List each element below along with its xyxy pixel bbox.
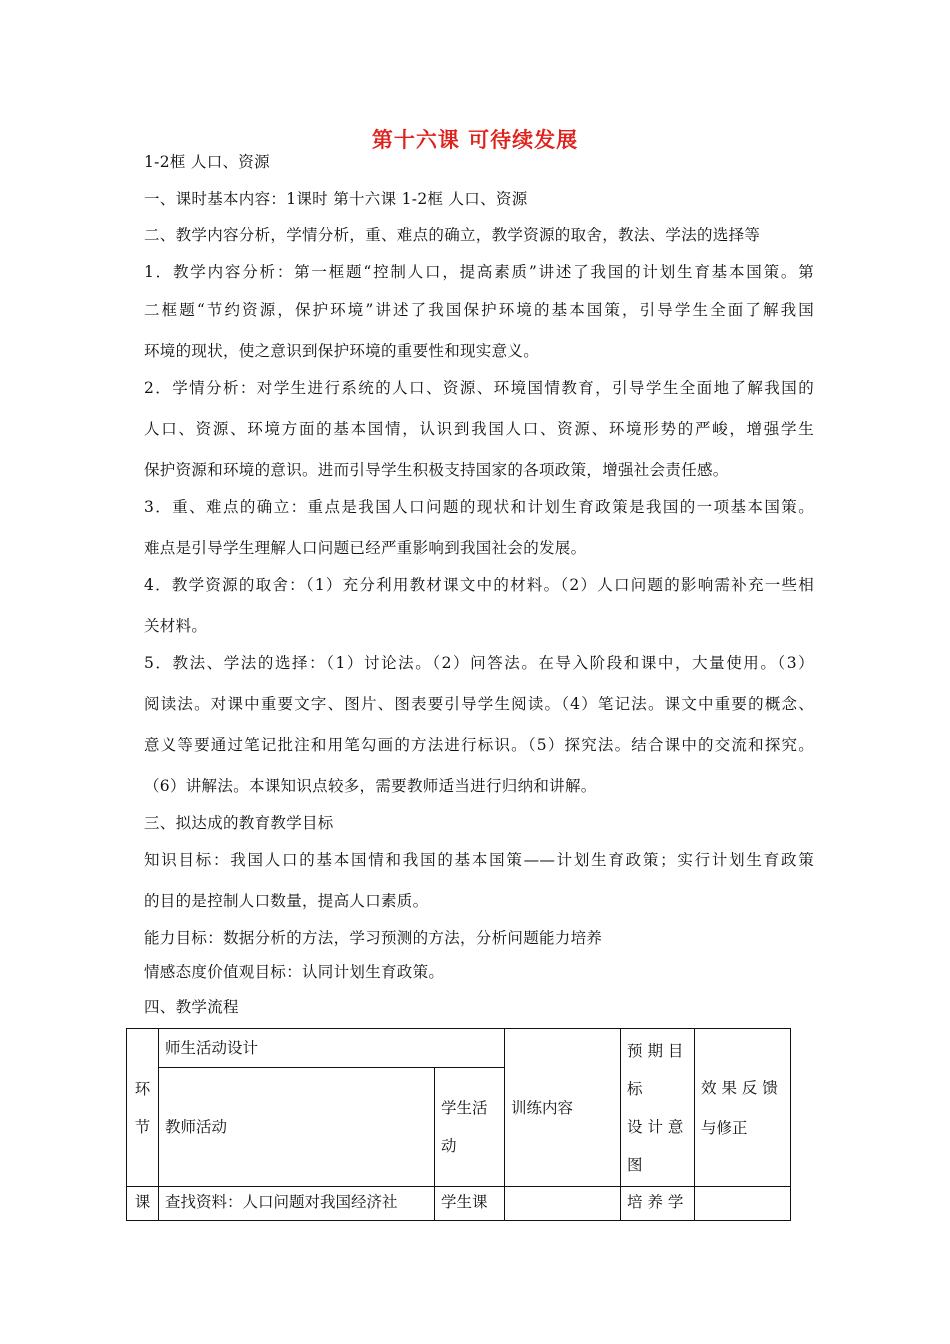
paragraph-line: 关材料。 xyxy=(144,617,208,635)
row-training xyxy=(505,1187,621,1221)
paragraph-line: 3．重、难点的确立：重点是我国人口问题的现状和计划生育政策是我国的一项基本国策。 xyxy=(144,498,814,516)
section-subtitle: 1-2框 人口、资源 xyxy=(144,153,270,171)
paragraph-line: 二、教学内容分析，学情分析，重、难点的确立，教学资源的取舍，教法、学法的选择等 xyxy=(144,226,761,244)
paragraph-line: （6）讲解法。本课知识点较多，需要教师适当进行归纳和讲解。 xyxy=(144,777,597,795)
paragraph-line: 4．教学资源的取舍：（1）充分利用教材课文中的材料。（2）人口问题的影响需补充一些相 xyxy=(144,576,814,594)
header-student: 学生活 动 xyxy=(435,1068,505,1187)
paragraph-line: 能力目标：数据分析的方法，学习预测的方法，分析问题能力培养 xyxy=(144,929,603,947)
header-activity-design: 师生活动设计 xyxy=(159,1029,505,1068)
paragraph-line: 难点是引导学生理解人口问题已经严重影响到我国社会的发展。 xyxy=(144,539,587,557)
row-teacher: 查找资料：人口问题对我国经济社 xyxy=(159,1187,435,1221)
paragraph-line: 情感态度价值观目标：认同计划生育政策。 xyxy=(144,963,445,981)
paragraph-line: 知识目标：我国人口的基本国情和我国的基本国策——计划生育政策；实行计划生育政策 xyxy=(144,851,814,869)
row-goal: 培 养 学 xyxy=(621,1187,695,1221)
header-segment: 环 节 xyxy=(127,1029,159,1187)
teaching-flow-table xyxy=(126,1028,791,1221)
section-heading: 四、教学流程 xyxy=(144,998,239,1016)
paragraph-line: 阅读法。对课中重要文字、图片、图表要引导学生阅读。（4）笔记法。课文中重要的概念、 xyxy=(144,695,814,713)
paragraph-line: 保护资源和环境的意识。进而引导学生积极支持国家的各项政策，增强社会责任感。 xyxy=(144,461,729,479)
row-segment: 课 xyxy=(127,1187,159,1221)
paragraph-line: 人口、资源、环境方面的基本国情，认识到我国人口、资源、环境形势的严峻，增强学生 xyxy=(144,420,814,438)
paragraph-line: 环境的现状，使之意识到保护环境的重要性和现实意义。 xyxy=(144,342,540,360)
paragraph-line: 的目的是控制人口数量，提高人口素质。 xyxy=(144,892,429,910)
header-teacher: 教师活动 xyxy=(159,1068,435,1187)
paragraph-line: 一、课时基本内容：1课时 第十六课 1-2框 人口、资源 xyxy=(144,190,528,208)
section-heading: 三、拟达成的教育教学目标 xyxy=(144,814,334,832)
paragraph-line: 1．教学内容分析：第一框题“控制人口，提高素质”讲述了我国的计划生育基本国策。第 xyxy=(144,263,814,281)
paragraph-line: 二框题“节约资源，保护环境”讲述了我国保护环境的基本国策，引导学生全面了解我国 xyxy=(144,301,814,319)
header-training: 训练内容 xyxy=(505,1029,621,1187)
lesson-title: 第十六课 可待续发展 xyxy=(371,127,579,152)
header-goal: 预 期 目 标 设 计 意 图 xyxy=(621,1029,695,1187)
paragraph-line: 5．教法、学法的选择：（1）讨论法。（2）问答法。在导入阶段和课中，大量使用。（3） xyxy=(144,654,814,672)
row-feedback xyxy=(695,1187,791,1221)
paragraph-line: 意义等要通过笔记批注和用笔勾画的方法进行标识。（5）探究法。结合课中的交流和探究。 xyxy=(144,736,814,754)
row-student: 学生课 xyxy=(435,1187,505,1221)
paragraph-line: 2．学情分析：对学生进行系统的人口、资源、环境国情教育，引导学生全面地了解我国的 xyxy=(144,379,814,397)
header-feedback: 效 果 反 馈 与修正 xyxy=(695,1029,791,1187)
